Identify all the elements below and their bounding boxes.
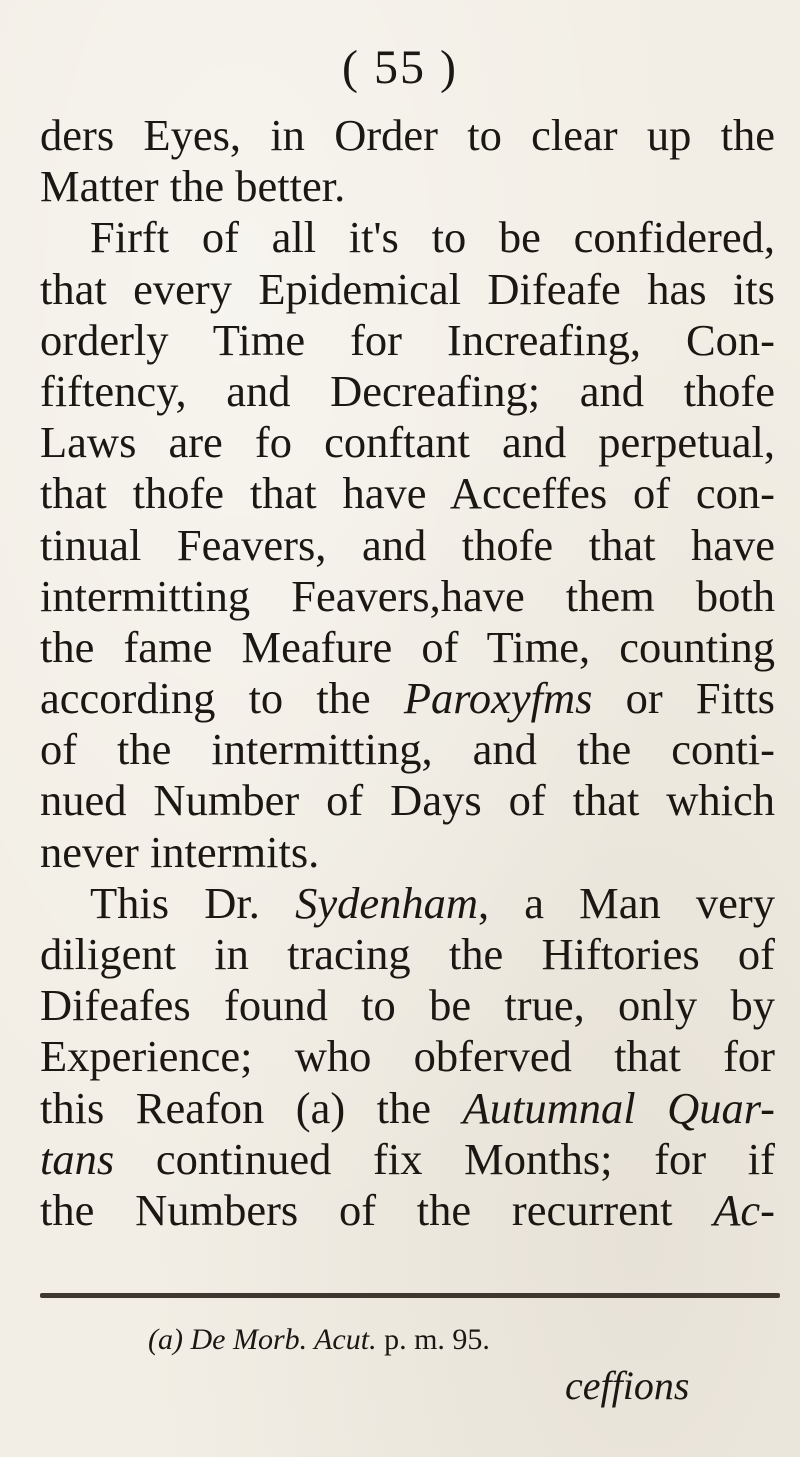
text-line: the fame Meafure of Time, counting bbox=[40, 621, 775, 672]
text-line: of the intermitting, and the conti- bbox=[40, 724, 775, 775]
text-line bbox=[40, 878, 775, 929]
catchword: ceffions bbox=[565, 1363, 690, 1408]
text-roman: according to the bbox=[40, 673, 404, 724]
text-italic: Ac- bbox=[713, 1184, 775, 1235]
text-line: that every Epidemical Difeafe has its bbox=[40, 263, 775, 314]
text-line: Laws are fo conftant and perpetual, bbox=[40, 417, 775, 468]
text-roman: , a Man very bbox=[477, 877, 775, 928]
text-roman: This Dr. bbox=[90, 877, 296, 928]
text-line: tinual Feavers, and thofe that have bbox=[40, 519, 775, 570]
text-line bbox=[40, 1134, 775, 1185]
text-line bbox=[40, 673, 775, 724]
text-roman: the Numbers of the recurrent bbox=[40, 1184, 714, 1235]
text-line: Firft of all it's to be confidered, bbox=[90, 212, 775, 263]
text-line: diligent in tracing the Hiftories of bbox=[40, 929, 775, 979]
footnote-source: De Morb. Acut. bbox=[190, 1323, 377, 1356]
footnote bbox=[148, 1322, 490, 1358]
text-line: Matter the better. bbox=[40, 161, 346, 212]
text-roman: this Reafon (a) the bbox=[40, 1082, 463, 1133]
text-line: orderly Time for Increafing, Con- bbox=[40, 314, 775, 365]
text-line: Difeafes found to be true, only by bbox=[40, 980, 775, 1031]
footnote-rule bbox=[40, 1293, 780, 1298]
text-line: ders Eyes, in Order to clear up the bbox=[40, 110, 775, 160]
text-italic: Sydenham bbox=[295, 877, 478, 928]
text-italic: Autumnal Quar- bbox=[462, 1082, 775, 1133]
text-line: Experience; who obferved that for bbox=[40, 1031, 775, 1082]
body-text bbox=[40, 110, 775, 1236]
footnote-ref: p. m. 95. bbox=[384, 1323, 490, 1356]
text-line: that thofe that have Acceffes of con- bbox=[40, 468, 775, 519]
text-line: fiftency, and Decreafing; and thofe bbox=[40, 365, 775, 416]
footnote-mark: (a) bbox=[148, 1323, 183, 1356]
text-italic: tans bbox=[40, 1133, 115, 1184]
text-roman: continued fix Months; for if bbox=[114, 1133, 775, 1184]
text-line: never intermits. bbox=[40, 826, 320, 877]
text-italic: Paroxyfms bbox=[403, 673, 593, 724]
text-line bbox=[40, 1185, 775, 1236]
text-line: nued Number of Days of that which bbox=[40, 775, 775, 826]
text-roman: or Fitts bbox=[592, 673, 775, 724]
text-line: intermitting Feavers,have them both bbox=[40, 570, 775, 621]
page-number: ( 55 ) bbox=[342, 41, 458, 94]
text-line bbox=[40, 1083, 775, 1134]
